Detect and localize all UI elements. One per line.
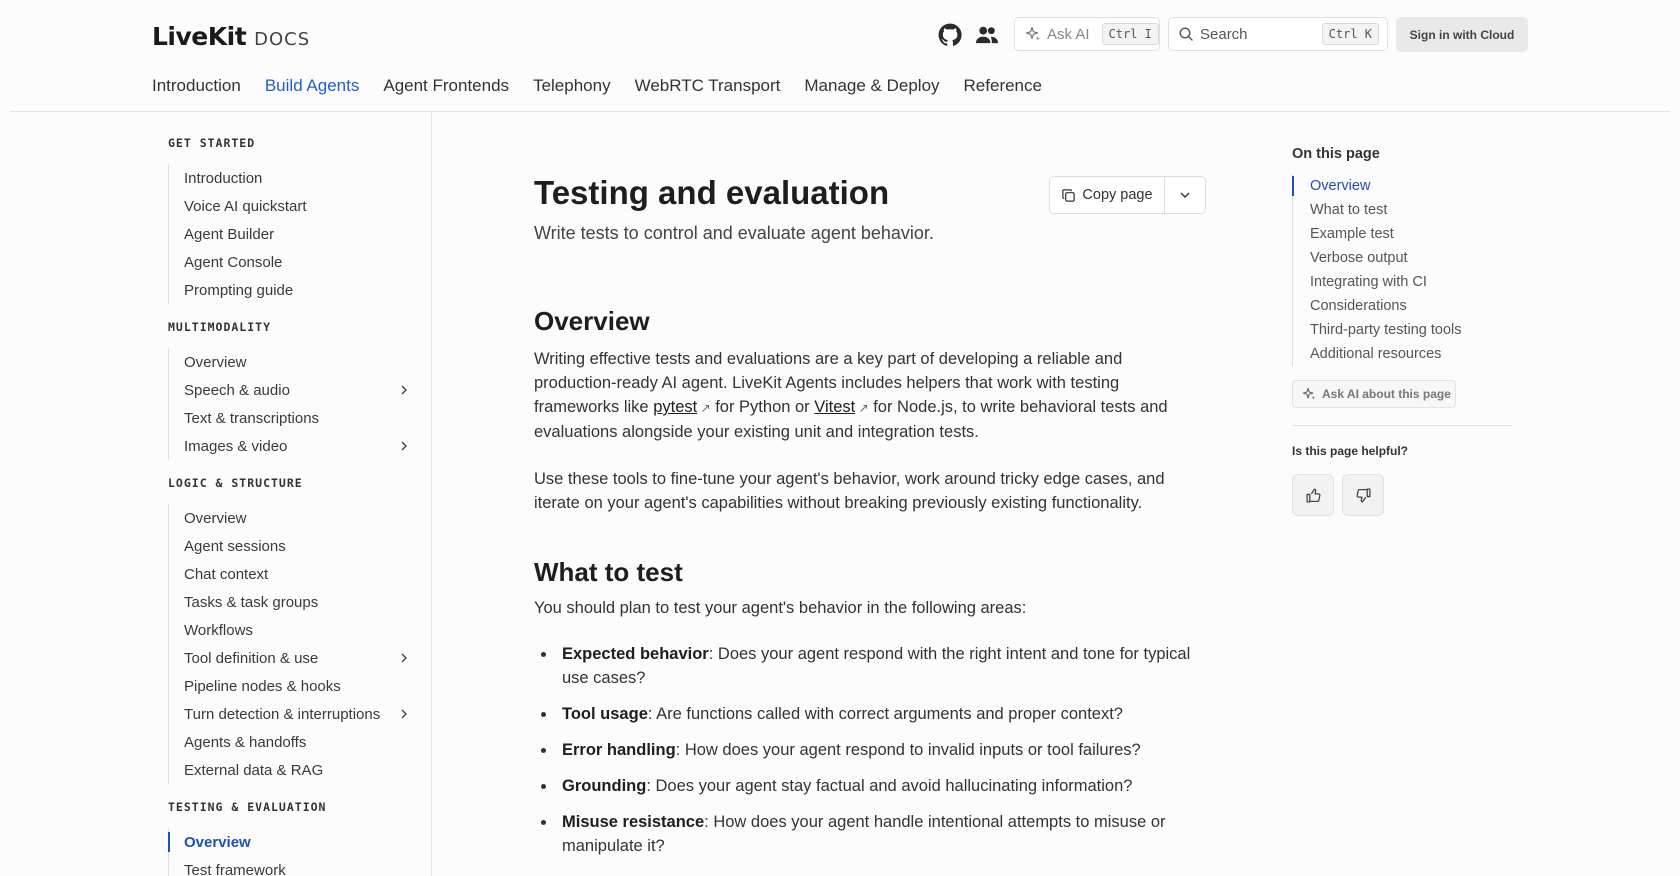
sidebar-item-pipeline-nodes-hooks[interactable]: [169, 672, 414, 700]
rail-divider: [1292, 425, 1512, 426]
sidebar-item-agent-console[interactable]: [169, 248, 414, 276]
logo-docs-label: DOCS: [254, 29, 311, 50]
site-logo[interactable]: [152, 22, 310, 51]
copy-page-group: [1049, 176, 1206, 214]
sidebar-section-list: [168, 828, 414, 876]
sidebar-section-list: [168, 164, 414, 304]
sidebar-section-list: [168, 504, 414, 784]
topnav-reference[interactable]: Reference: [963, 76, 1042, 95]
overview-text: for Python or: [710, 398, 815, 416]
bullet-text: : How does your agent respond to invalid inputs or tool failures?: [675, 741, 1141, 759]
external-link-icon: ↗: [855, 401, 869, 415]
topnav-agent-frontends[interactable]: Agent Frontends: [383, 76, 510, 95]
sidebar-item-label: Turn detection & interruptions: [184, 705, 381, 723]
sidebar-item-text-transcriptions[interactable]: [169, 404, 414, 432]
sidebar-section-multimodality: [168, 320, 414, 460]
page-subtitle: Write tests to control and evaluate agent behavior.: [534, 223, 934, 243]
toc-item-example-test[interactable]: Example test: [1310, 226, 1394, 242]
chevron-right-icon[interactable]: [398, 708, 410, 720]
chevron-down-icon: [1179, 189, 1191, 201]
search-placeholder: Search: [1200, 25, 1248, 43]
topnav-webrtc-transport[interactable]: WebRTC Transport: [634, 76, 781, 95]
sidebar-item-label: External data & RAG: [184, 761, 324, 779]
thumbs-down-icon: [1355, 487, 1372, 504]
bullet-term: Tool usage: [562, 705, 648, 723]
page-title: Testing and evaluation: [534, 174, 890, 211]
sidebar-item-prompting-guide[interactable]: [169, 276, 414, 304]
topnav-introduction[interactable]: Introduction: [152, 76, 241, 95]
bullet-text: : Does your agent stay factual and avoid hallucinating information?: [646, 777, 1133, 795]
chevron-right-icon[interactable]: [398, 384, 410, 396]
ask-ai-about-page-label: Ask AI about this page: [1322, 387, 1451, 401]
list-item: [534, 702, 1206, 726]
toc-item-what-to-test[interactable]: What to test: [1310, 202, 1388, 218]
ask-ai-shortcut: Ctrl I: [1102, 23, 1159, 45]
sidebar: [0, 112, 432, 876]
ask-ai-about-page-button[interactable]: [1292, 380, 1456, 408]
sidebar-item-agent-builder[interactable]: [169, 220, 414, 248]
sidebar-item-agents-handoffs[interactable]: [169, 728, 414, 756]
sidebar-item-label: Overview: [184, 353, 247, 371]
ask-ai-label: Ask AI: [1047, 25, 1090, 43]
what-to-test-intro: You should plan to test your agent's behavior in the following areas:: [534, 599, 1027, 617]
bullet-term: Expected behavior: [562, 645, 709, 663]
topnav-manage-deploy[interactable]: Manage & Deploy: [804, 76, 940, 95]
list-item: [534, 774, 1206, 798]
sidebar-item-test-framework[interactable]: [169, 856, 414, 876]
on-this-page-list: [1292, 174, 1512, 366]
list-item: [534, 810, 1206, 858]
sidebar-item-label: Text & transcriptions: [184, 409, 320, 427]
overview-paragraph-1: [534, 347, 1206, 444]
github-icon[interactable]: [937, 22, 963, 48]
sidebar-item-voice-ai-quickstart[interactable]: [169, 192, 414, 220]
sidebar-section-title: MULTIMODALITY: [168, 320, 272, 334]
sidebar-item-label: Overview: [184, 509, 247, 527]
top-navigation: [152, 76, 1066, 96]
copy-page-button[interactable]: [1050, 177, 1165, 213]
bullet-term: Misuse resistance: [562, 813, 705, 831]
sidebar-item-testing-overview[interactable]: [169, 828, 414, 856]
bullet-term: Grounding: [562, 777, 647, 795]
sidebar-item-label: Agents & handoffs: [184, 733, 307, 751]
sidebar-item-overview[interactable]: [169, 348, 414, 376]
logo-wordmark: LiveKit: [152, 22, 247, 51]
sidebar-item-label: Tool definition & use: [184, 649, 319, 667]
sidebar-section-logic-structure: [168, 476, 414, 784]
sidebar-item-agent-sessions[interactable]: [169, 532, 414, 560]
thumbs-up-button[interactable]: [1292, 474, 1334, 516]
sidebar-item-chat-context[interactable]: [169, 560, 414, 588]
toc-item-additional-resources[interactable]: Additional resources: [1310, 346, 1442, 362]
sidebar-item-workflows[interactable]: [169, 616, 414, 644]
sidebar-section-title: GET STARTED: [168, 136, 256, 150]
list-item: [534, 642, 1206, 690]
copy-page-label: Copy page: [1082, 187, 1153, 203]
overview-heading: Overview: [534, 306, 650, 336]
bullet-term: Error handling: [562, 741, 676, 759]
sidebar-item-label: Images & video: [184, 437, 288, 455]
sidebar-section-title: LOGIC & STRUCTURE: [168, 476, 303, 490]
sidebar-item-label: Introduction: [184, 169, 263, 187]
external-link-icon: ↗: [697, 401, 711, 415]
sidebar-item-overview[interactable]: [169, 504, 414, 532]
overview-text: Writing effective tests and evaluations are a key part of developing a reliable and production-ready AI agent. LiveKit Agents includes helpers that work with testing frameworks like: [534, 350, 1123, 416]
sparkle-icon: [1302, 387, 1316, 401]
sidebar-item-label: Agent Console: [184, 253, 283, 271]
sidebar-item-label: Test framework: [184, 861, 286, 876]
sidebar-item-label: Prompting guide: [184, 281, 294, 299]
search-icon: [1178, 26, 1194, 42]
sign-in-cloud-button[interactable]: Sign in with Cloud: [1396, 17, 1528, 52]
topnav-build-agents[interactable]: Build Agents: [264, 76, 360, 95]
thumbs-up-icon: [1305, 487, 1322, 504]
toc-item-overview[interactable]: Overview: [1293, 174, 1512, 198]
search-input[interactable]: [1168, 17, 1388, 51]
copy-page-dropdown[interactable]: [1165, 177, 1205, 213]
what-to-test-list: [534, 642, 1206, 870]
ask-ai-button[interactable]: [1014, 17, 1160, 51]
toc-item-verbose-output[interactable]: Verbose output: [1310, 250, 1408, 266]
pytest-link[interactable]: pytest: [653, 398, 698, 416]
sidebar-item-label: Chat context: [184, 565, 269, 583]
overview-text: for Node.js, to write behavioral tests and evaluations alongside your existing unit and integration tests.: [534, 398, 1168, 441]
sidebar-item-label: Agent sessions: [184, 537, 286, 555]
sidebar-item-tasks-task-groups[interactable]: [169, 588, 414, 616]
sidebar-section-get-started: [168, 136, 414, 304]
topnav-telephony[interactable]: Telephony: [533, 76, 611, 95]
sidebar-item-external-data-rag[interactable]: [169, 756, 414, 784]
toc-item-third-party-tools[interactable]: Third-party testing tools: [1310, 322, 1462, 338]
sidebar-item-images-video[interactable]: [169, 432, 414, 460]
sidebar-item-introduction[interactable]: [169, 164, 414, 192]
sidebar-section-list: [168, 348, 414, 460]
sidebar-item-turn-detection[interactable]: [169, 700, 414, 728]
what-to-test-heading: What to test: [534, 557, 683, 587]
overview-paragraph-2: Use these tools to fine-tune your agent's behavior, work around tricky edge cases, and iterate on your agent's capabilities without breaking previously existing functionality.: [534, 470, 1165, 512]
bullet-text: : Are functions called with correct arguments and proper context?: [647, 705, 1123, 723]
sidebar-item-label: Overview: [184, 833, 251, 851]
sidebar-item-tool-definition-use[interactable]: [169, 644, 414, 672]
chevron-right-icon[interactable]: [398, 652, 410, 664]
sidebar-item-label: Pipeline nodes & hooks: [184, 677, 341, 695]
sidebar-section-title: TESTING & EVALUATION: [168, 800, 327, 814]
chevron-right-icon[interactable]: [398, 440, 410, 452]
community-icon[interactable]: [974, 22, 1000, 48]
sidebar-item-label: Agent Builder: [184, 225, 275, 243]
site-header: [0, 0, 1680, 112]
thumbs-down-button[interactable]: [1342, 474, 1384, 516]
on-this-page-title: On this page: [1292, 146, 1380, 162]
sidebar-item-label: Voice AI quickstart: [184, 197, 307, 215]
copy-icon: [1061, 188, 1076, 203]
helpful-question: Is this page helpful?: [1292, 444, 1409, 458]
sidebar-item-label: Workflows: [184, 621, 253, 639]
vitest-link[interactable]: Vitest: [814, 398, 856, 416]
toc-item-integrating-ci[interactable]: Integrating with CI: [1310, 274, 1427, 290]
sidebar-item-label: Speech & audio: [184, 381, 290, 399]
sparkle-icon: [1025, 26, 1041, 42]
sidebar-section-testing-evaluation: [168, 800, 414, 876]
search-shortcut: Ctrl K: [1322, 23, 1379, 45]
sidebar-item-speech-audio[interactable]: [169, 376, 414, 404]
list-item: [534, 738, 1206, 762]
sidebar-item-label: Tasks & task groups: [184, 593, 319, 611]
bullet-text: : Does your agent respond with the right intent and tone for typical use cases?: [562, 645, 1191, 687]
toc-item-considerations[interactable]: Considerations: [1310, 298, 1407, 314]
bullet-text: : How does your agent handle intentional attempts to misuse or manipulate it?: [562, 813, 1166, 855]
